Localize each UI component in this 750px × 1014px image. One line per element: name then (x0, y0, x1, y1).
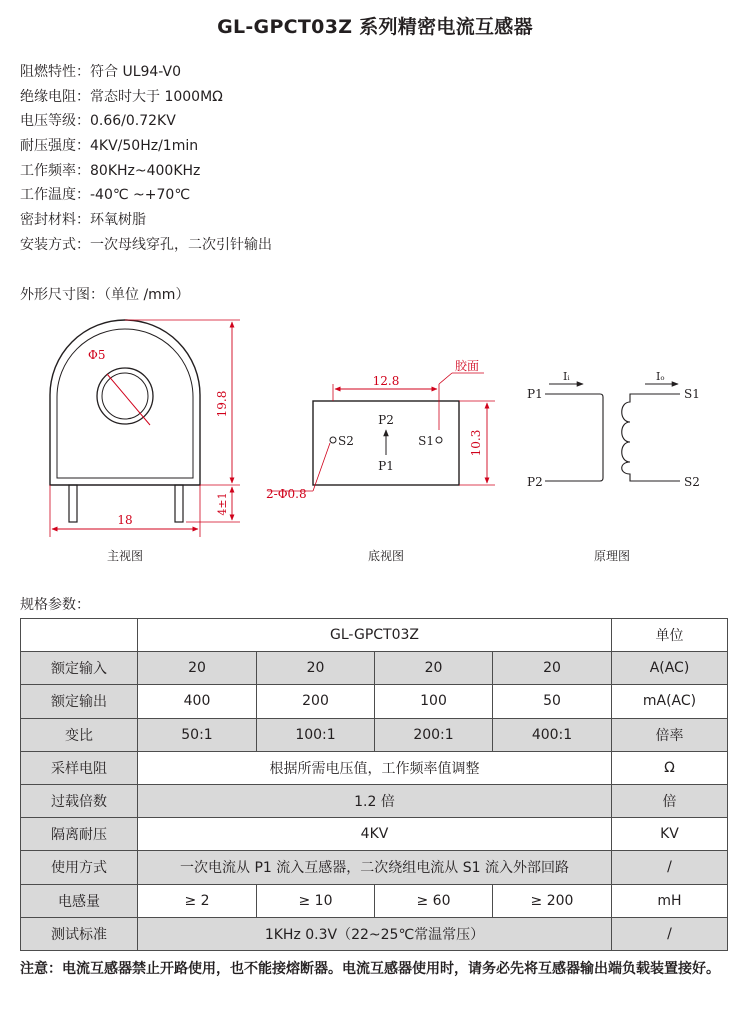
table-row (21, 652, 728, 685)
table-row (21, 917, 728, 950)
table-row (21, 818, 728, 851)
spec-item: 工作频率：80KHz~400KHz (20, 162, 201, 179)
table-cell: 50 (493, 685, 612, 718)
schematic-primary-line (545, 394, 603, 481)
front-view-caption: 主视图 (106, 549, 144, 563)
row-label: 采样电阻 (21, 751, 138, 784)
bottom-s2-label: S2 (338, 434, 354, 448)
spec-item: 安装方式：一次母线穿孔，二次引针输出 (20, 236, 272, 253)
schematic (527, 370, 700, 563)
bottom-p1-label: P1 (378, 459, 394, 473)
row-unit: / (612, 851, 728, 884)
table-cell: 100:1 (257, 718, 375, 751)
row-label: 变比 (21, 718, 138, 751)
row-unit: 倍率 (612, 718, 728, 751)
front-hole-label: Φ5 (88, 348, 106, 362)
table-cell: 200:1 (375, 718, 493, 751)
table-corner-cell (21, 619, 138, 652)
bottom-height-label: 10.3 (469, 429, 483, 457)
row-unit: mA(AC) (612, 685, 728, 718)
row-unit: mH (612, 884, 728, 917)
table-model-header: GL-GPCT03Z (138, 619, 612, 652)
front-body (50, 320, 200, 485)
table-row (21, 718, 728, 751)
table-unit-header: 单位 (612, 619, 728, 652)
schematic-s2-label: S2 (684, 475, 700, 489)
spec-table (20, 618, 728, 951)
schematic-p1-label: P1 (527, 387, 543, 401)
table-row (21, 685, 728, 718)
schematic-ii-label: Iᵢ (563, 370, 570, 383)
usage-note: 注意：电流互感器禁止开路使用，也不能接熔断器。电流互感器使用时，请务必先将互感器输出端负载装置接好。 (20, 961, 720, 977)
table-span-cell: 一次电流从 P1 流入互感器，二次绕组电流从 S1 流入外部回路 (138, 851, 612, 884)
row-unit: / (612, 917, 728, 950)
bottom-width-label: 12.8 (372, 374, 400, 388)
table-cell: 400:1 (493, 718, 612, 751)
table-cell: 20 (138, 652, 257, 685)
front-view (50, 320, 240, 563)
table-header-row (21, 619, 728, 652)
page-title: GL-GPCT03Z 系列精密电流互感器 (217, 16, 533, 38)
schematic-secondary-coil (622, 394, 680, 481)
table-row (21, 851, 728, 884)
table-cell: 400 (138, 685, 257, 718)
table-span-cell: 4KV (138, 818, 612, 851)
bottom-view (266, 359, 495, 563)
front-width-label: 18 (117, 513, 133, 527)
table-cell: 20 (375, 652, 493, 685)
table-cell: 20 (493, 652, 612, 685)
table-heading: 规格参数： (20, 597, 90, 613)
table-span-cell: 1.2 倍 (138, 784, 612, 817)
drawings (0, 300, 750, 575)
table-row (21, 784, 728, 817)
bottom-pin-label: 2-Φ0.8 (266, 487, 307, 501)
row-label: 过载倍数 (21, 784, 138, 817)
row-unit: Ω (612, 751, 728, 784)
table-cell: ≥ 200 (493, 884, 612, 917)
front-pin-left (69, 485, 77, 522)
front-body-inner (57, 329, 193, 478)
row-label: 额定输出 (21, 685, 138, 718)
bottom-s1-label: S1 (418, 434, 434, 448)
row-label: 使用方式 (21, 851, 138, 884)
table-row (21, 884, 728, 917)
table-cell: 200 (257, 685, 375, 718)
row-label: 隔离耐压 (21, 818, 138, 851)
table-cell: 50:1 (138, 718, 257, 751)
row-label: 额定输入 (21, 652, 138, 685)
spec-item: 绝缘电阻：常态时大于 1000MΩ (20, 88, 223, 105)
row-unit: KV (612, 818, 728, 851)
table-cell: ≥ 60 (375, 884, 493, 917)
row-unit: 倍 (612, 784, 728, 817)
bottom-glue-label: 胶面 (455, 359, 480, 373)
table-cell: ≥ 10 (257, 884, 375, 917)
table-cell: ≥ 2 (138, 884, 257, 917)
spec-item: 密封材料：环氧树脂 (20, 212, 146, 229)
bottom-p2-label: P2 (378, 413, 394, 427)
table-cell: 100 (375, 685, 493, 718)
spec-item: 耐压强度：4KV/50Hz/1min (20, 138, 199, 155)
table-cell: 20 (257, 652, 375, 685)
schematic-s1-label: S1 (684, 387, 700, 401)
bottom-view-caption: 底视图 (367, 549, 405, 563)
front-pin-right (175, 485, 183, 522)
front-height-label: 19.8 (215, 390, 229, 418)
table-span-cell: 根据所需电压值，工作频率值调整 (138, 751, 612, 784)
schematic-p2-label: P2 (527, 475, 543, 489)
table-span-cell: 1KHz 0.3V（22~25℃常温常压） (138, 917, 612, 950)
row-label: 测试标准 (21, 917, 138, 950)
schematic-caption: 原理图 (593, 549, 631, 563)
spec-item: 阻燃特性：符合 UL94-V0 (20, 64, 182, 80)
table-row (21, 751, 728, 784)
schematic-io-label: Iₒ (656, 370, 665, 383)
bottom-pin-s2 (330, 437, 336, 443)
front-pin-length-label: 4±1 (216, 492, 229, 516)
dimension-heading: 外形尺寸图：（单位 /mm） (20, 287, 190, 303)
bottom-pin-s1 (436, 437, 442, 443)
spec-item: 电压等级：0.66/0.72KV (20, 113, 176, 130)
row-label: 电感量 (21, 884, 138, 917)
spec-item: 工作温度：-40℃ ~+70℃ (20, 187, 191, 204)
spec-list (20, 60, 272, 258)
row-unit: A(AC) (612, 652, 728, 685)
